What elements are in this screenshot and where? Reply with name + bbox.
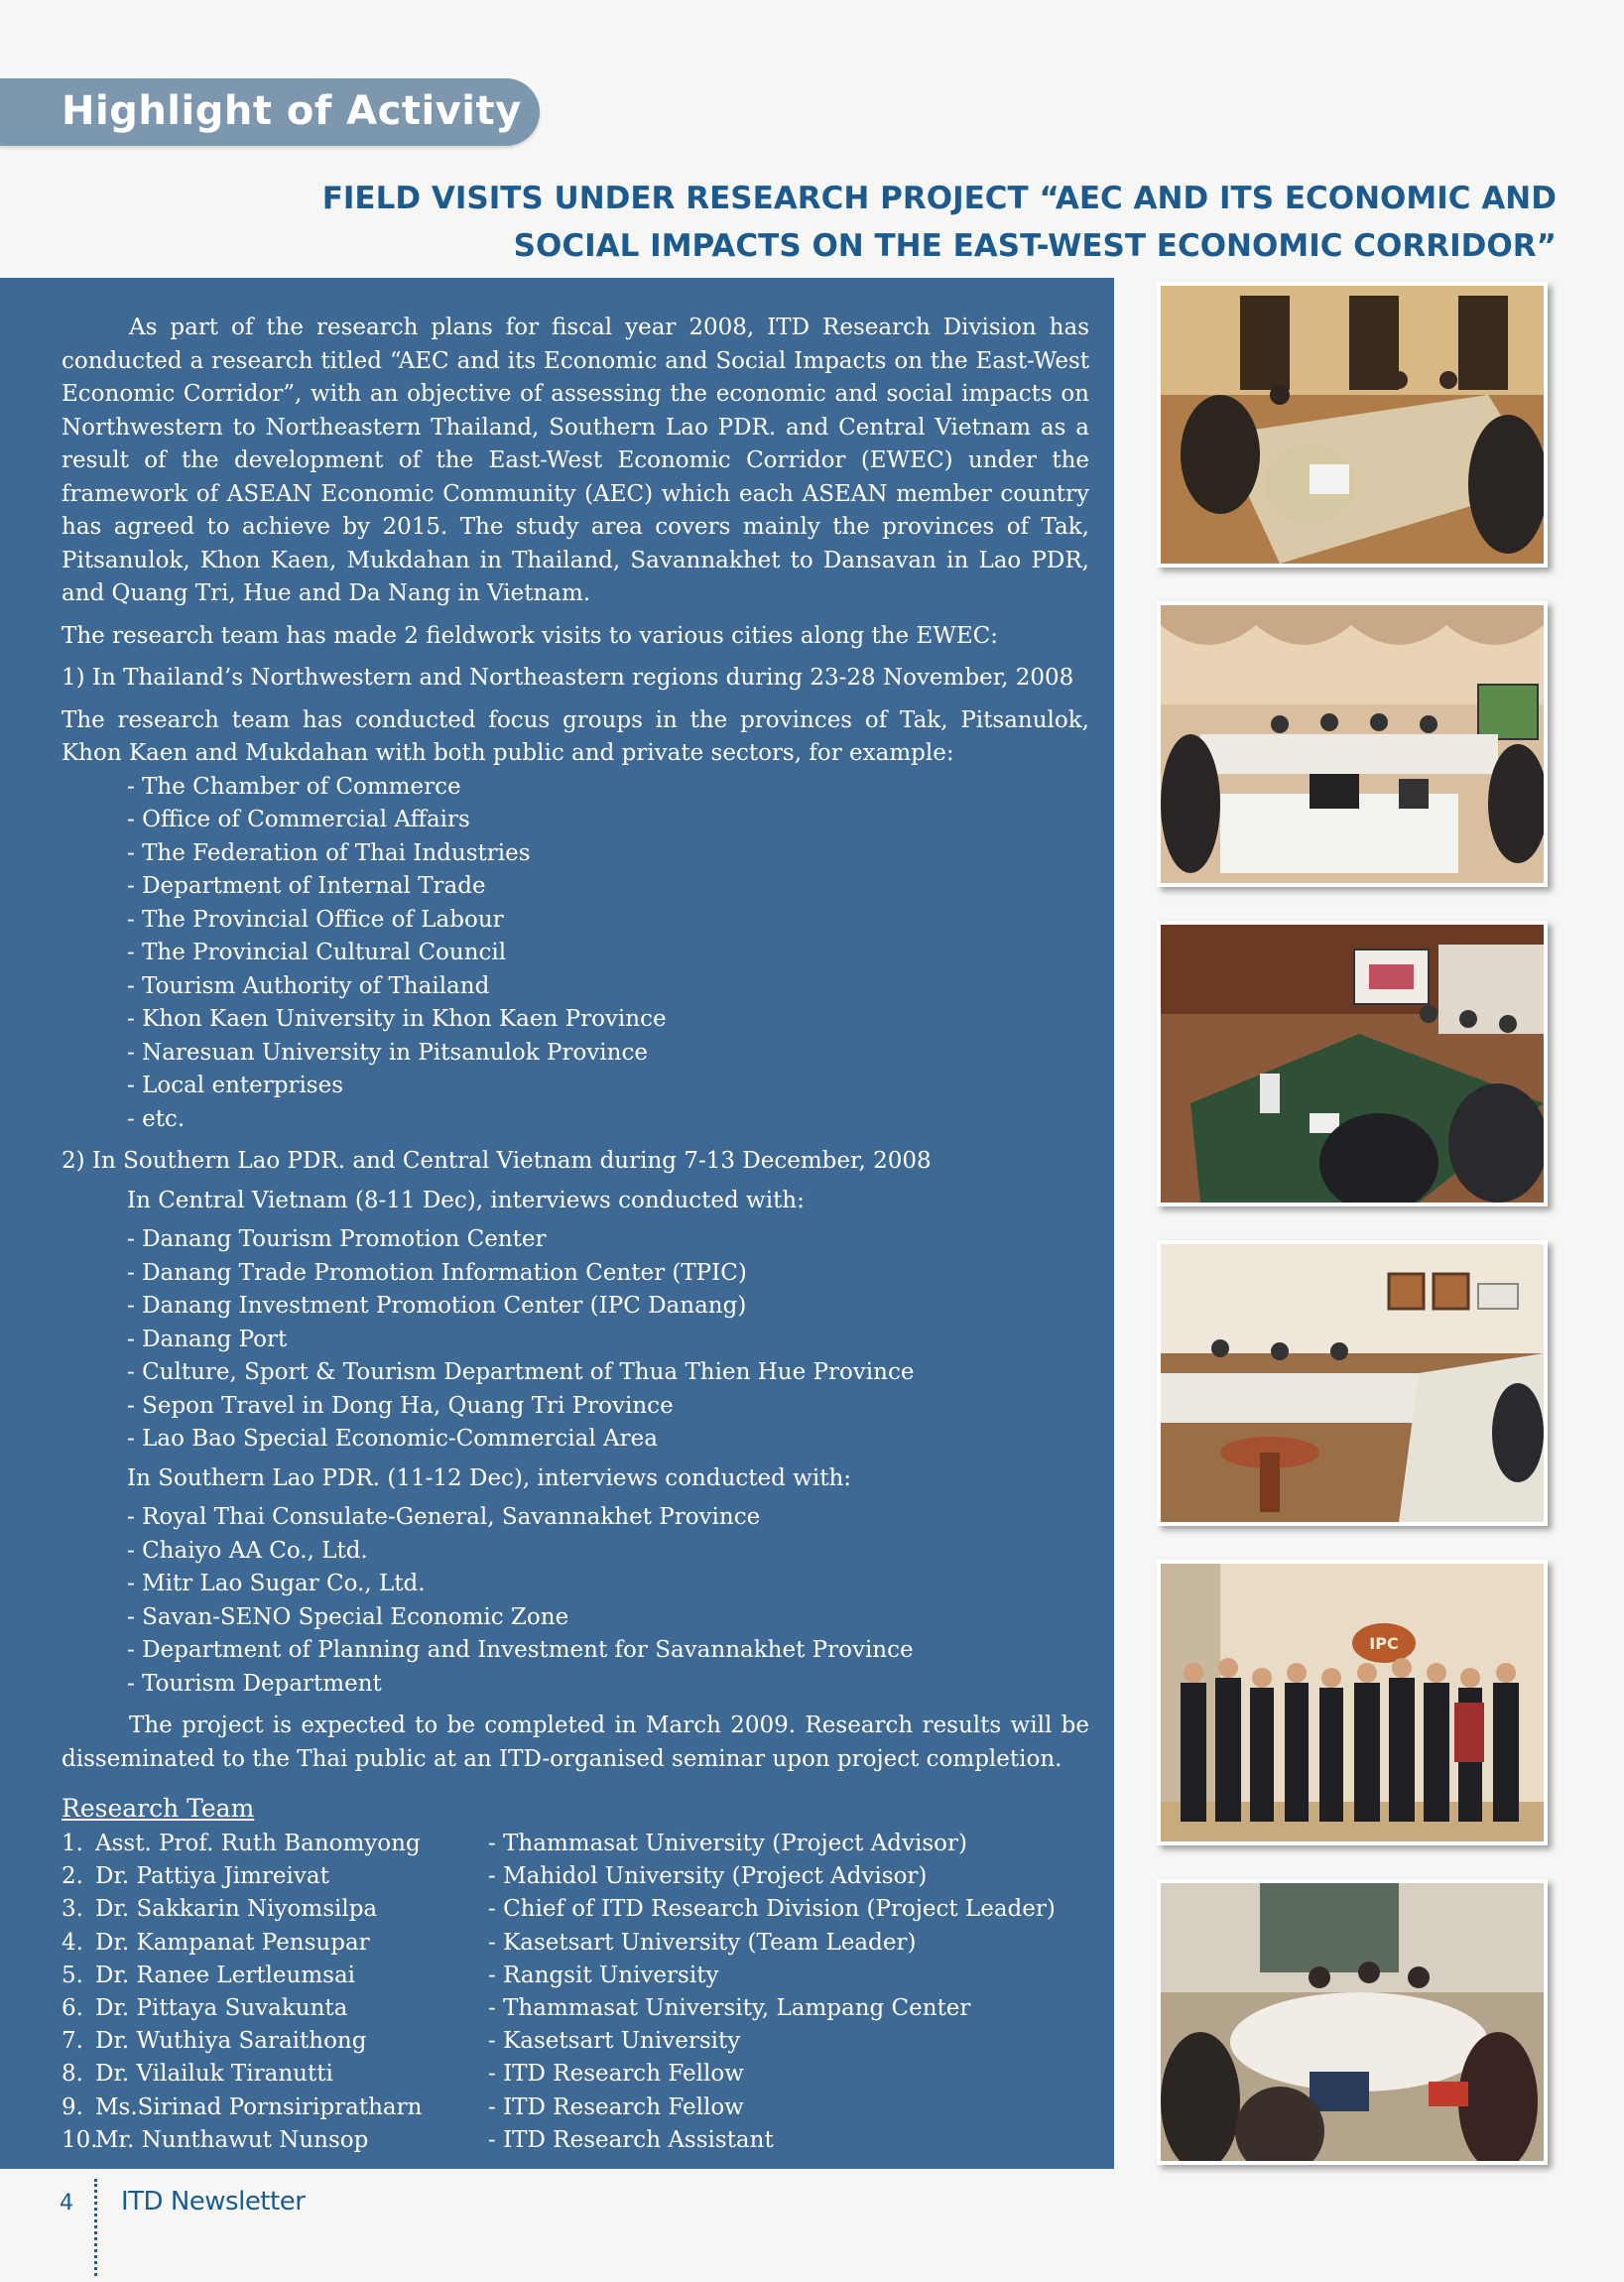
list-item: - Tourism Department <box>127 1670 382 1697</box>
meeting-room-image <box>1161 286 1544 564</box>
member-number: 10. <box>62 2126 98 2153</box>
meeting-photo <box>1157 921 1548 1206</box>
publication-name: ITD Newsletter <box>121 2187 306 2217</box>
footer-divider <box>94 2179 97 2276</box>
list-item: - Savan-SENO Special Economic Zone <box>127 1603 569 1630</box>
member-number: 7. <box>62 2028 83 2055</box>
member-role: - Mahidol University (Project Advisor) <box>488 1863 928 1890</box>
list-item: - The Federation of Thai Industries <box>127 839 531 866</box>
meeting-photo <box>1157 1240 1548 1526</box>
member-name: Mr. Nunthawut Nunsop <box>95 2126 369 2153</box>
member-name: Dr. Sakkarin Niyomsilpa <box>95 1896 378 1923</box>
section-banner <box>0 78 540 146</box>
visit-1-list <box>62 771 1089 1137</box>
team-member-row <box>62 2124 1093 2157</box>
list-item: - Royal Thai Consulate-General, Savannakhet Province <box>127 1504 761 1530</box>
list-item: - Tourism Authority of Thailand <box>127 972 490 999</box>
article-body <box>62 312 1089 1776</box>
team-member-row <box>62 1960 1093 1992</box>
roundtable-image <box>1161 1883 1544 2161</box>
research-team-title: Research Team <box>62 1794 255 1823</box>
list-item: - Lao Bao Special Economic-Commercial Area <box>127 1426 658 1452</box>
list-item: - Danang Trade Promotion Information Center (TPIC) <box>127 1259 747 1286</box>
list-item: - Danang Port <box>127 1326 288 1352</box>
team-member-row <box>62 1893 1093 1926</box>
team-member-row <box>62 1927 1093 1960</box>
team-member-row <box>62 2058 1093 2091</box>
member-role: - Thammasat University (Project Advisor) <box>488 1831 967 1856</box>
list-item: - The Provincial Office of Labour <box>127 906 504 933</box>
member-role: - ITD Research Fellow <box>488 2093 744 2120</box>
list-item: - etc. <box>127 1105 186 1132</box>
article-headline <box>207 175 1557 270</box>
list-item: - Mitr Lao Sugar Co., Ltd. <box>127 1571 426 1596</box>
list-item: - Department of Internal Trade <box>127 873 486 899</box>
list-item: - Danang Tourism Promotion Center <box>127 1226 547 1252</box>
list-item: - Culture, Sport & Tourism Department of Thua Thien Hue Province <box>127 1359 915 1385</box>
list-item: - Danang Investment Promotion Center (IPC Danang) <box>127 1293 747 1319</box>
group-photo-image <box>1161 1564 1544 1841</box>
visit-1-text: The research team has conducted focus groups in the provinces of Tak, Pitsanulok, Khon Kaen and Mukdahan with both public and private sectors, for example: <box>62 706 1089 766</box>
list-item: - Sepon Travel in Dong Ha, Quang Tri Province <box>127 1392 674 1419</box>
team-member-row <box>62 2025 1093 2058</box>
lao-list <box>62 1501 1089 1701</box>
list-item: - Office of Commercial Affairs <box>127 807 470 832</box>
headline-line-2: SOCIAL IMPACTS ON THE EAST-WEST ECONOMIC CORRIDOR” <box>513 228 1557 264</box>
meeting-photo <box>1157 282 1548 568</box>
member-name: Dr. Kampanat Pensupar <box>95 1929 370 1956</box>
list-item: - The Provincial Cultural Council <box>127 940 507 965</box>
section-label: Highlight of Activity <box>62 88 522 134</box>
member-name: Dr. Pittaya Suvakunta <box>95 1995 348 2022</box>
member-number: 5. <box>62 1962 83 1988</box>
presentation-room-image <box>1161 925 1544 1203</box>
vietnam-list <box>62 1223 1089 1457</box>
member-role: - ITD Research Assistant <box>488 2126 774 2153</box>
member-role: - Kasetsart University (Team Leader) <box>488 1929 917 1956</box>
vietnam-intro: In Central Vietnam (8-11 Dec), interviews conducted with: <box>127 1187 805 1213</box>
list-item: - Naresuan University in Pitsanulok Province <box>127 1039 648 1066</box>
team-member-row <box>62 1992 1093 2025</box>
member-role: - Rangsit University <box>488 1962 719 1988</box>
member-role: - Thammasat University, Lampang Center <box>488 1995 971 2022</box>
member-number: 2. <box>62 1863 83 1890</box>
visit-1-heading: 1) In Thailand’s Northwestern and Northeastern regions during 23-28 November, 2008 <box>62 665 1074 691</box>
member-number: 4. <box>62 1929 83 1956</box>
member-name: Dr. Pattiya Jimreivat <box>95 1863 329 1890</box>
intro-paragraph: As part of the research plans for fiscal year 2008, ITD Research Division has conducted a research titled “AEC and its Economic and Social Impacts on the East-West Economic Corridor”, with an objective of assessing the economic and social impacts on Northwestern to Northeastern Thailand, Southern Lao PDR. and Central Vietnam as a result of the development of the East-West Economic Corridor (EWEC) under the framework of ASEAN Economic Community (AEC) which each ASEAN member country has agreed to achieve by 2015. The study area covers mainly the provinces of Tak, Pitsanulok, Khon Kaen, Mukdahan in Thailand, Savannakhet to Dansavan in Lao PDR, and Quang Tri, Hue and Da Nang in Vietnam. <box>62 315 1089 606</box>
list-item: - The Chamber of Commerce <box>127 773 461 800</box>
team-member-row <box>62 2092 1093 2124</box>
meeting-photo <box>1157 601 1548 887</box>
member-name: Dr. Vilailuk Tiranutti <box>95 2061 333 2088</box>
lao-intro: In Southern Lao PDR. (11-12 Dec), interviews conducted with: <box>127 1464 852 1491</box>
group-photo <box>1157 1560 1548 1845</box>
member-name: Dr. Ranee Lertleumsai <box>95 1962 356 1988</box>
member-number: 8. <box>62 2061 83 2088</box>
photo-column <box>1157 282 1548 2165</box>
hotel-meeting-image <box>1161 1244 1544 1522</box>
list-item: - Chaiyo AA Co., Ltd. <box>127 1537 368 1564</box>
member-name: Ms.Sirinad Pornsiripratharn <box>95 2093 423 2120</box>
member-number: 3. <box>62 1896 83 1923</box>
conclusion-paragraph: The project is expected to be completed in March 2009. Research results will be disseminated to the Thai public at an ITD-organised seminar upon project completion. <box>62 1712 1089 1772</box>
member-number: 1. <box>62 1831 83 1856</box>
list-item: - Khon Kaen University in Khon Kaen Province <box>127 1006 667 1032</box>
visit-2-heading: 2) In Southern Lao PDR. and Central Vietnam during 7-13 December, 2008 <box>62 1148 932 1174</box>
fieldwork-intro: The research team has made 2 fieldwork visits to various cities along the EWEC: <box>62 622 999 649</box>
member-number: 6. <box>62 1995 83 2022</box>
list-item: - Local enterprises <box>127 1073 344 1098</box>
conference-hall-image <box>1161 605 1544 883</box>
research-team-list <box>62 1828 1093 2157</box>
meeting-photo <box>1157 1879 1548 2165</box>
team-member-row <box>62 1828 1093 1860</box>
team-member-row <box>62 1860 1093 1893</box>
member-name: Dr. Wuthiya Saraithong <box>95 2028 367 2055</box>
headline-line-1: FIELD VISITS UNDER RESEARCH PROJECT “AEC AND ITS ECONOMIC AND <box>321 181 1557 216</box>
member-number: 9. <box>62 2093 83 2120</box>
member-role: - ITD Research Fellow <box>488 2061 744 2088</box>
list-item: - Department of Planning and Investment for Savannakhet Province <box>127 1637 914 1663</box>
member-name: Asst. Prof. Ruth Banomyong <box>95 1831 421 1856</box>
page-number: 4 <box>60 2191 73 2216</box>
ipc-sign-text: IPC <box>1369 1634 1399 1653</box>
member-role: - Chief of ITD Research Division (Project Leader) <box>488 1896 1056 1923</box>
member-role: - Kasetsart University <box>488 2028 741 2055</box>
